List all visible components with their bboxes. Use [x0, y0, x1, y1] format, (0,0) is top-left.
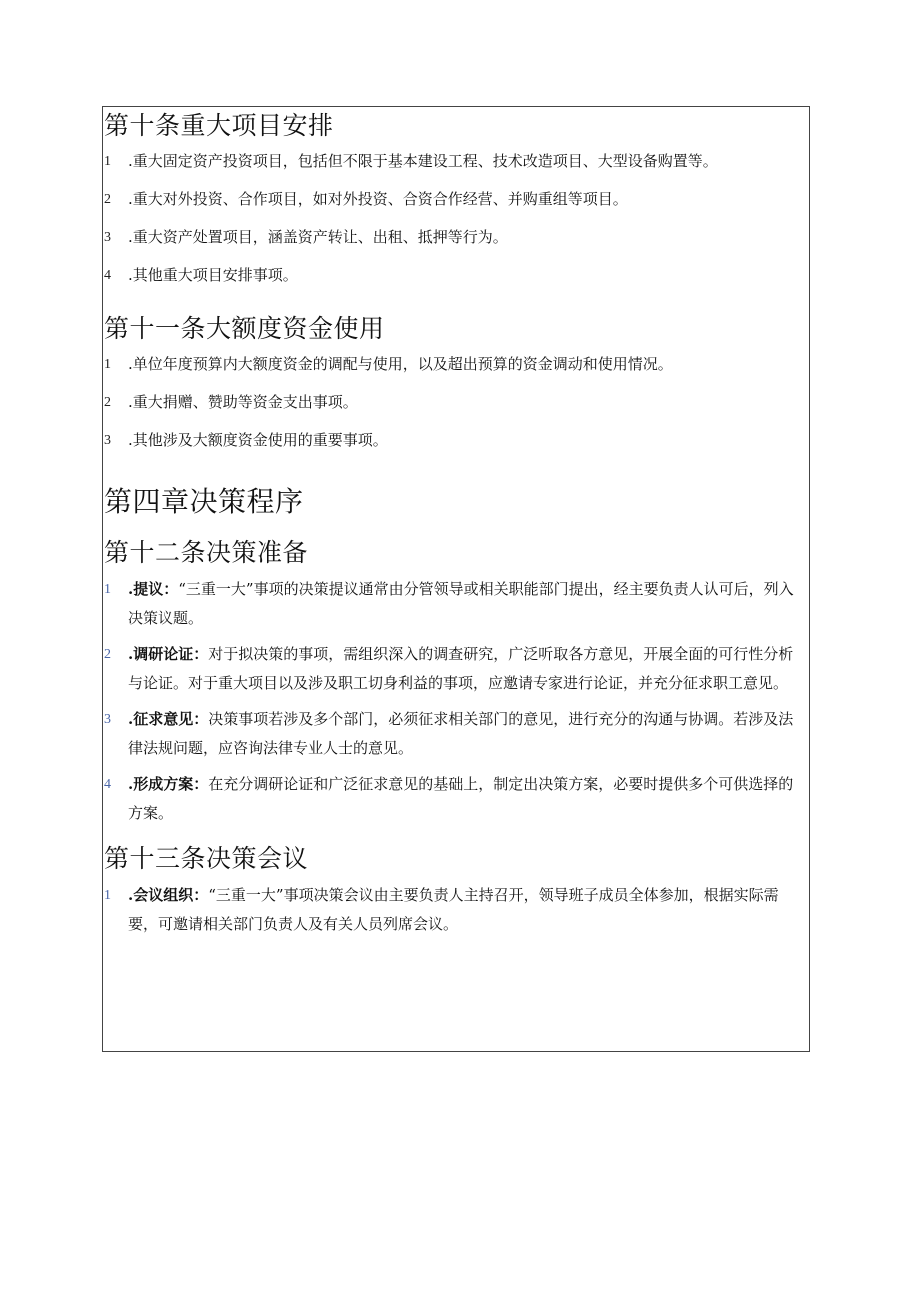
item-number: 1 — [104, 888, 111, 903]
item-number: 3 — [104, 712, 111, 727]
article-10-heading: 第十条重大项目安排 — [104, 111, 334, 140]
list-item — [104, 185, 808, 223]
item-text: .单位年度预算内大额度资金的调配与使用，以及超出预算的资金调动和使用情况。 — [128, 355, 673, 373]
item-text: .重大对外投资、合作项目，如对外投资、合资合作经营、并购重组等项目。 — [128, 190, 628, 208]
item-text: 决策事项若涉及多个部门，必须征求相关部门的意见，进行充分的沟通与协调。若涉及法律法规问题，应咨询法律专业人士的意见。 — [128, 710, 794, 757]
list-item — [104, 261, 808, 299]
item-text: .重大捐赠、赞助等资金支出事项。 — [128, 393, 358, 411]
item-number: 2 — [104, 395, 111, 410]
item-term: .征求意见： — [128, 710, 209, 728]
item-text: “三重一大”事项决策会议由主要负责人主持召开，领导班子成员全体参加，根据实际需要，可邀请相关部门负责人及有关人员列席会议。 — [128, 886, 779, 933]
item-number: 4 — [104, 268, 111, 283]
item-text: .重大固定资产投资项目，包括但不限于基本建设工程、技术改造项目、大型设备购置等。 — [128, 152, 718, 170]
list-item — [104, 350, 808, 388]
item-number: 4 — [104, 777, 111, 792]
item-text: 对于拟决策的事项，需组织深入的调查研究，广泛听取各方意见，开展全面的可行性分析与论证。对于重大项目以及涉及职工切身利益的事项，应邀请专家进行论证，并充分征求职工意见。 — [128, 645, 794, 692]
item-number: 3 — [104, 230, 111, 245]
list-item — [104, 223, 808, 261]
article-12-heading: 第十二条决策准备 — [104, 538, 309, 567]
item-term: .会议组织： — [128, 886, 209, 904]
article-13-heading: 第十三条决策会议 — [104, 844, 309, 873]
item-text: .重大资产处置项目，涵盖资产转让、出租、抵押等行为。 — [128, 228, 508, 246]
item-number: 2 — [104, 647, 111, 662]
item-number: 1 — [104, 357, 111, 372]
item-number: 3 — [104, 433, 111, 448]
item-number: 1 — [104, 582, 111, 597]
item-number: 1 — [104, 154, 111, 169]
list-item — [104, 575, 808, 633]
item-term: .提议： — [128, 580, 179, 598]
list-item — [104, 426, 808, 464]
document-content — [104, 106, 808, 939]
item-term: .形成方案： — [128, 775, 209, 793]
item-term: .调研论证： — [128, 645, 209, 663]
list-item — [104, 705, 808, 763]
item-number: 2 — [104, 192, 111, 207]
list-item — [104, 388, 808, 426]
item-text: .其他重大项目安排事项。 — [128, 266, 298, 284]
list-item — [104, 147, 808, 185]
list-item — [104, 640, 808, 698]
item-text: “三重一大”事项的决策提议通常由分管领导或相关职能部门提出，经主要负责人认可后，列入决策议题。 — [128, 580, 794, 627]
item-text: .其他涉及大额度资金使用的重要事项。 — [128, 431, 388, 449]
article-11-heading: 第十一条大额度资金使用 — [104, 314, 385, 343]
list-item — [104, 770, 808, 828]
list-item — [104, 881, 808, 939]
chapter-heading: 第四章决策程序 — [104, 485, 304, 518]
item-text: 在充分调研论证和广泛征求意见的基础上，制定出决策方案，必要时提供多个可供选择的方案。 — [128, 775, 794, 822]
